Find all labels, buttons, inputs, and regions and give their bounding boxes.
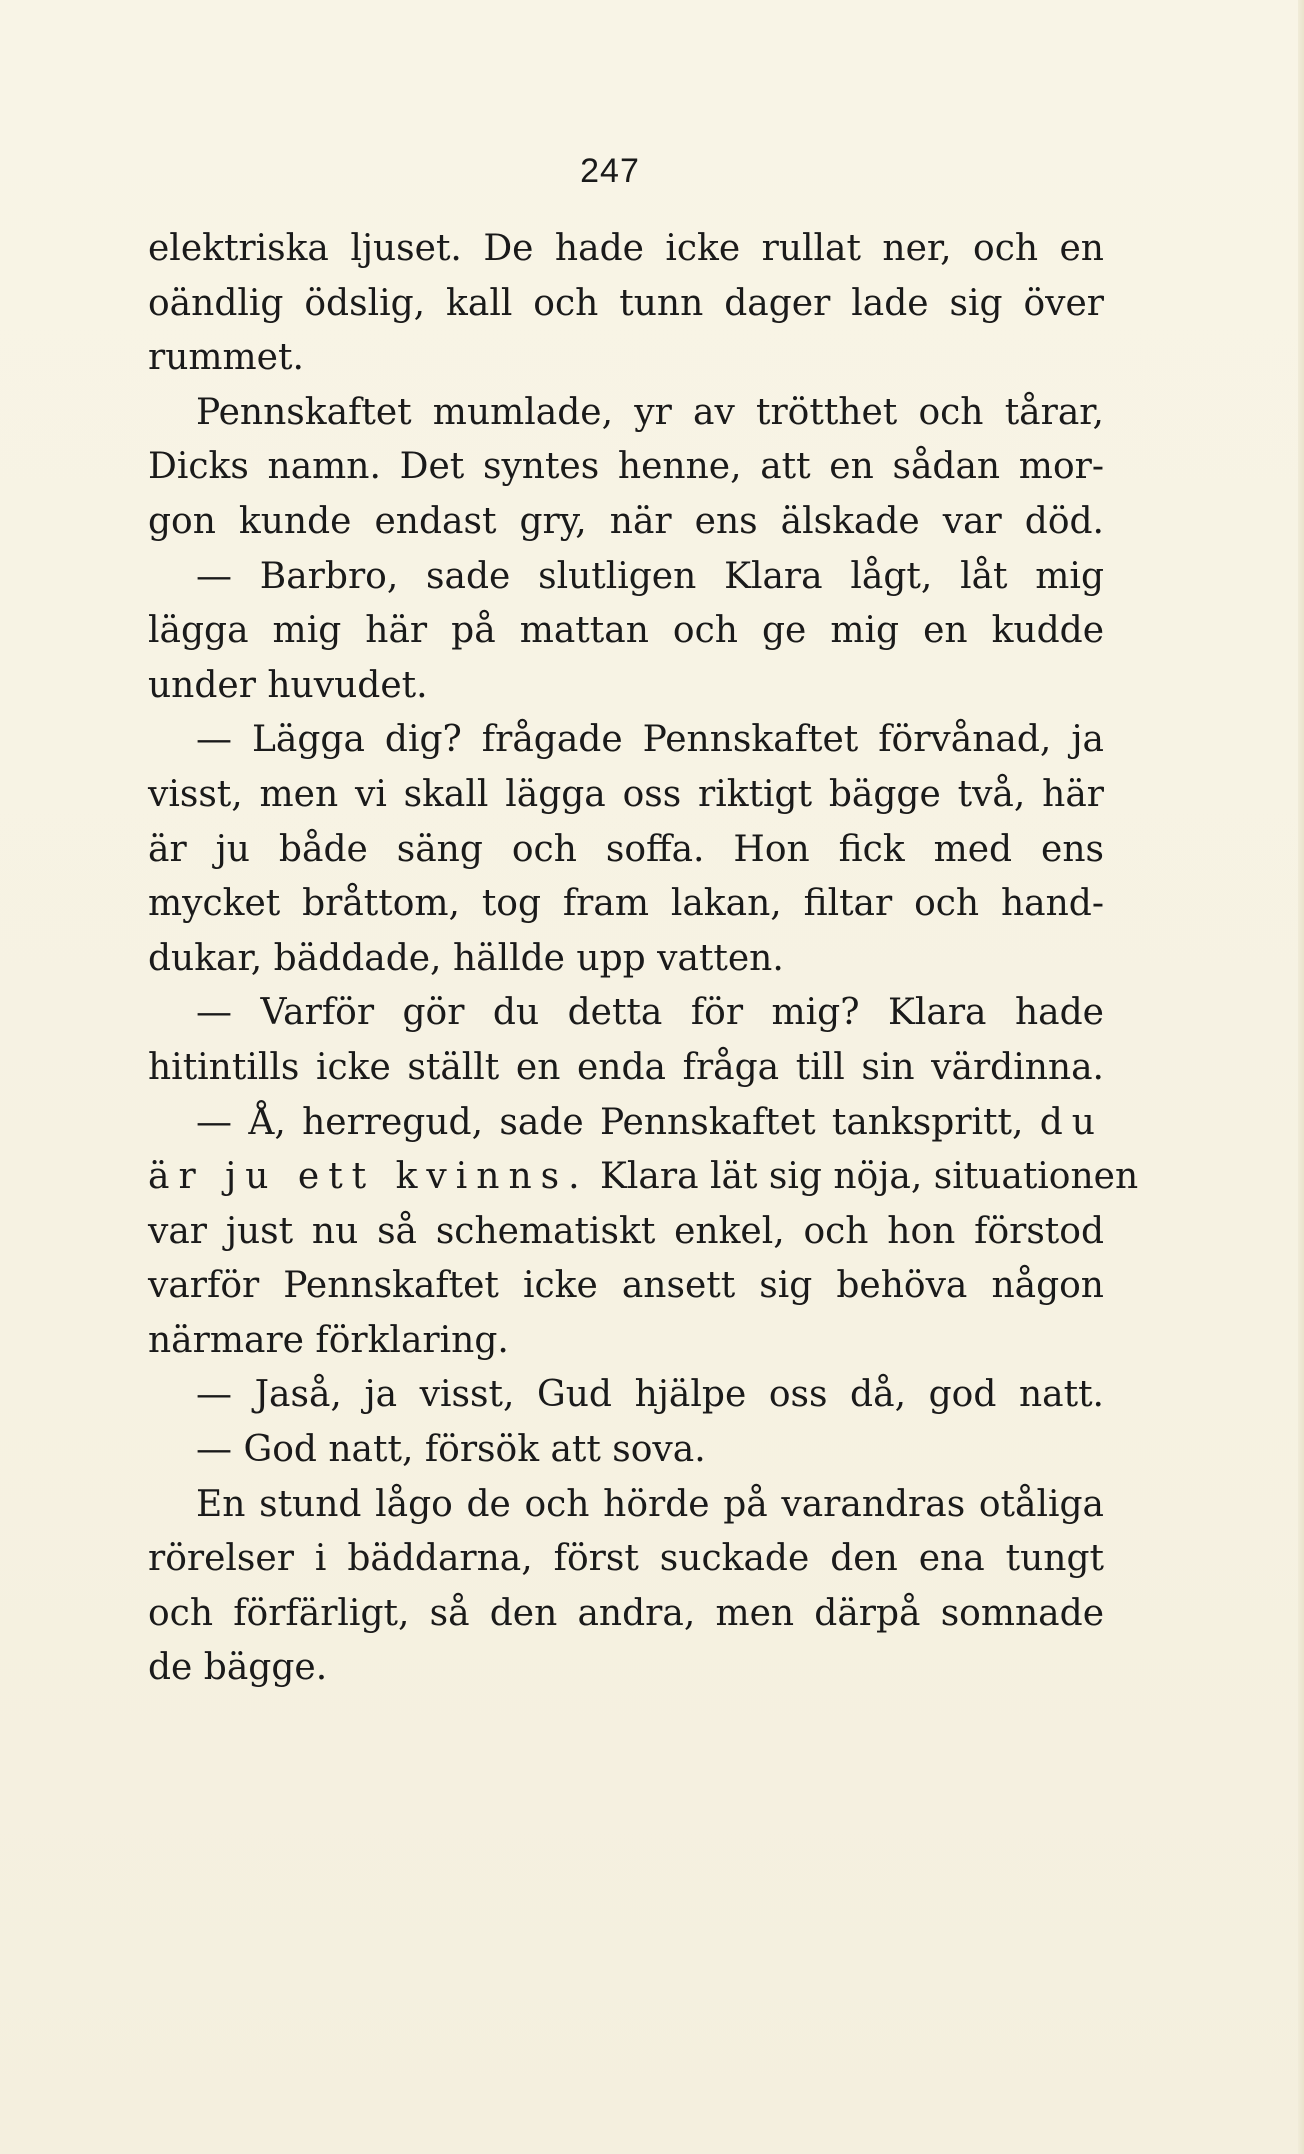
text-line: — Varför gör du detta för mig? Klara hade (196, 992, 1104, 1034)
text-line: — Jaså, ja visst, Gud hjälpe oss då, god natt. (196, 1374, 1104, 1416)
text-line: och förfärligt, så den andra, men därpå somnade (148, 1592, 1104, 1634)
spaced-phrase: är ju ett kvinns. (148, 1156, 589, 1198)
text-line: elektriska ljuset. De hade icke rullat ner, och en (148, 228, 1104, 269)
text-line: — God natt, försök att sova. (196, 1429, 706, 1471)
page-number: 247 (580, 152, 640, 190)
text-line: mycket bråttom, tog fram lakan, filtar och hand- (148, 883, 1104, 925)
text-line: dukar, bäddade, hällde upp vatten. (148, 937, 784, 979)
text-line: rummet. (148, 337, 304, 379)
text-line (148, 1096, 1104, 1151)
text-line: Dicks namn. Det syntes henne, att en sådan mor- (148, 446, 1104, 488)
text-line-part: — Å, herregud, sade Pennskaftet tankspritt, (196, 1101, 1024, 1143)
body-text (148, 222, 1139, 1696)
text-line: rörelser i bäddarna, först suckade den ena tungt (148, 1538, 1104, 1580)
text-line: Pennskaftet mumlade, yr av trötthet och tårar, (196, 391, 1104, 433)
text-line: under huvudet. (148, 664, 428, 706)
page-edge (1298, 0, 1304, 2154)
text-line: varför Pennskaftet icke ansett sig behöva någon (148, 1265, 1104, 1307)
text-line (148, 1150, 1139, 1205)
text-line: hitintills icke ställt en enda fråga till sin värdinna. (148, 1046, 1104, 1088)
text-line: oändlig ödslig, kall och tunn dager lade sig över (148, 282, 1104, 324)
text-line: En stund lågo de och hörde på varandras otåliga (196, 1483, 1104, 1525)
text-line: gon kunde endast gry, när ens älskade var död. (148, 500, 1104, 542)
text-line: lägga mig här på mattan och ge mig en kudde (148, 610, 1104, 652)
text-line: de bägge. (148, 1647, 328, 1689)
text-line: — Barbro, sade slutligen Klara lågt, låt mig (196, 555, 1104, 597)
spaced-word: du (1039, 1101, 1104, 1143)
text-line: närmare förklaring. (148, 1319, 509, 1361)
text-line: var just nu så schematiskt enkel, och hon förstod (148, 1210, 1104, 1252)
text-line: visst, men vi skall lägga oss riktigt bägge två, här (148, 773, 1104, 815)
text-line: — Lägga dig? frågade Pennskaftet förvånad, ja (196, 719, 1104, 761)
text-line-part: Klara lät sig nöja, situationen (600, 1156, 1139, 1198)
text-line: är ju både säng och soffa. Hon fick med ens (148, 828, 1104, 870)
